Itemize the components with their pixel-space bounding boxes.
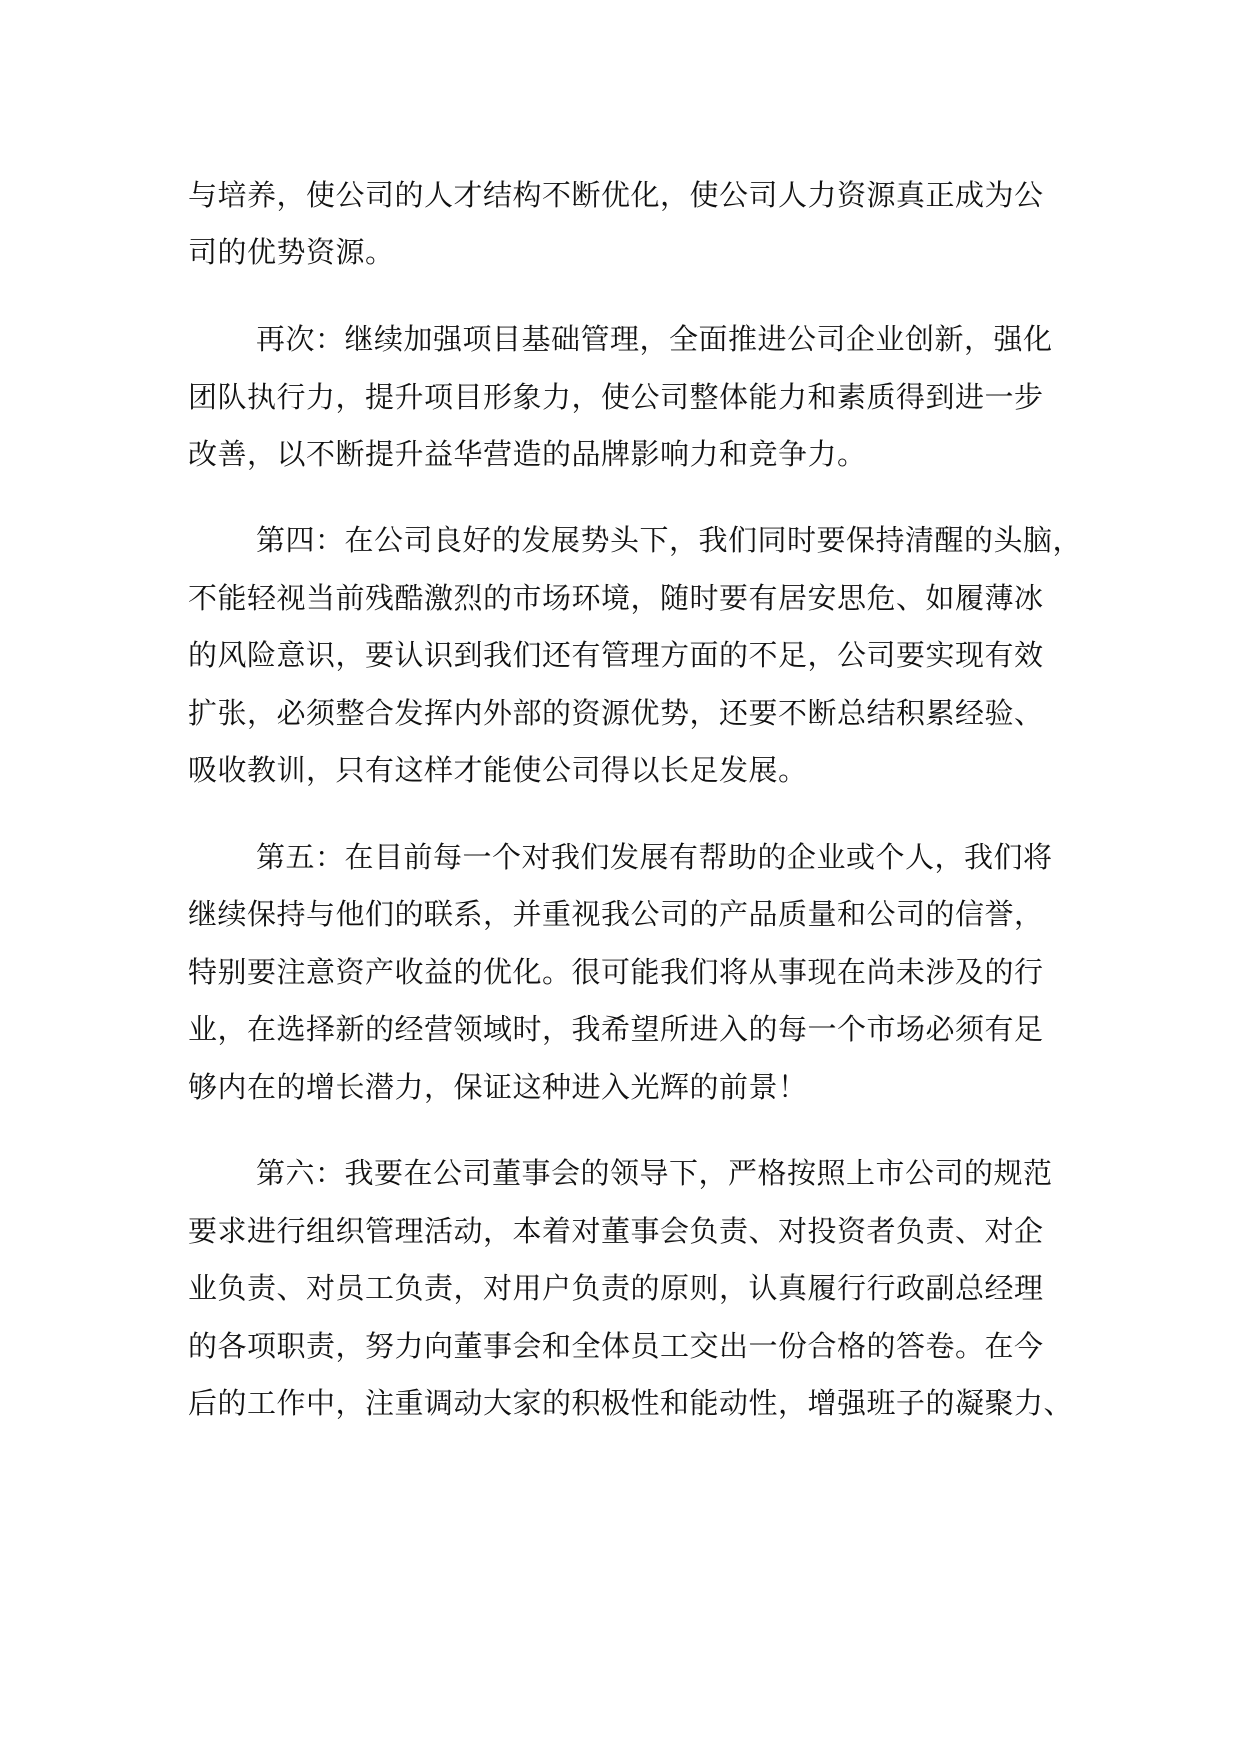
paragraph-start: 再次：继续加强项目基础管理，全面推进公司企业创新，强化 bbox=[256, 322, 1053, 356]
text-line: 团队执行力，提升项目形象力，使公司整体能力和素质得到进一步 bbox=[188, 380, 1044, 414]
text-line: 的各项职责，努力向董事会和全体员工交出一份合格的答卷。在今 bbox=[188, 1329, 1044, 1363]
paragraph-start: 第六：我要在公司董事会的领导下，严格按照上市公司的规范 bbox=[256, 1156, 1053, 1190]
text-line: 业，在选择新的经营领域时，我希望所进入的每一个市场必须有足 bbox=[188, 1012, 1044, 1046]
text-line: 要求进行组织管理活动，本着对董事会负责、对投资者负责、对企 bbox=[188, 1214, 1044, 1248]
paragraph-start: 第四：在公司良好的发展势头下，我们同时要保持清醒的头脑， bbox=[256, 523, 1083, 557]
text-line: 改善，以不断提升益华营造的品牌影响力和竞争力。 bbox=[188, 437, 867, 471]
text-line: 与培养，使公司的人才结构不断优化，使公司人力资源真正成为公 bbox=[188, 178, 1044, 212]
text-line: 司的优势资源。 bbox=[188, 235, 395, 269]
text-line: 的风险意识，要认识到我们还有管理方面的不足，公司要实现有效 bbox=[188, 638, 1044, 672]
text-line: 业负责、对员工负责，对用户负责的原则，认真履行行政副总经理 bbox=[188, 1271, 1044, 1305]
text-line: 后的工作中，注重调动大家的积极性和能动性，增强班子的凝聚力、 bbox=[188, 1386, 1074, 1420]
text-line: 扩张，必须整合发挥内外部的资源优势，还要不断总结积累经验、 bbox=[188, 696, 1044, 730]
text-line: 继续保持与他们的联系，并重视我公司的产品质量和公司的信誉， bbox=[188, 897, 1044, 931]
paragraph-start: 第五：在目前每一个对我们发展有帮助的企业或个人，我们将 bbox=[256, 840, 1053, 874]
text-line: 不能轻视当前残酷激烈的市场环境，随时要有居安思危、如履薄冰 bbox=[188, 581, 1044, 615]
text-line: 吸收教训，只有这样才能使公司得以长足发展。 bbox=[188, 753, 808, 787]
text-line: 够内在的增长潜力，保证这种进入光辉的前景！ bbox=[188, 1070, 808, 1104]
text-line: 特别要注意资产收益的优化。很可能我们将从事现在尚未涉及的行 bbox=[188, 955, 1044, 989]
